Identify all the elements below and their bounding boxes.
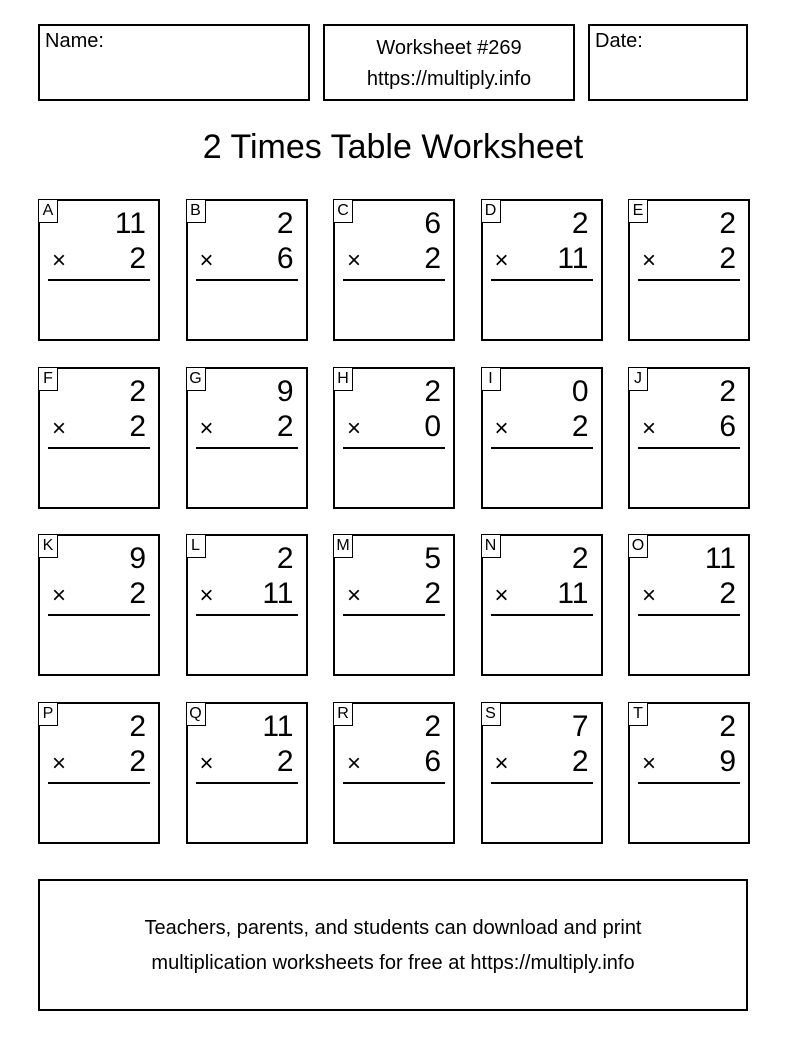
answer-line: [196, 614, 298, 616]
bottom-factor: 6: [719, 409, 736, 443]
top-factor: 2: [719, 709, 736, 743]
problem-letter: K: [38, 534, 58, 558]
top-factor: 2: [276, 542, 294, 575]
bottom-factor: 0: [424, 409, 441, 443]
top-factor: 2: [129, 374, 146, 408]
answer-line: [48, 279, 150, 281]
problem-letter: R: [333, 702, 353, 726]
problem-card[interactable]: [481, 199, 603, 341]
problem-card[interactable]: [186, 367, 308, 509]
multiply-sign: ×: [642, 582, 657, 609]
problem-letter: I: [481, 367, 501, 391]
bottom-factor: 2: [571, 744, 589, 778]
problem-card[interactable]: [38, 199, 160, 341]
answer-line: [638, 614, 740, 616]
top-factor: 7: [571, 709, 589, 743]
problem-letter: Q: [186, 702, 206, 726]
multiply-sign: ×: [199, 247, 214, 274]
problem-letter: H: [333, 367, 353, 391]
answer-line: [343, 279, 445, 281]
problem-card[interactable]: [333, 199, 455, 341]
problem-letter: T: [628, 702, 648, 726]
multiply-sign: ×: [199, 749, 214, 777]
problem-card[interactable]: [628, 702, 750, 844]
answer-line: [196, 279, 298, 281]
problem-letter: F: [38, 367, 58, 391]
answer-line: [491, 614, 593, 616]
answer-line: [48, 447, 150, 449]
multiply-sign: ×: [494, 749, 509, 777]
top-factor: 2: [719, 207, 736, 240]
multiply-sign: ×: [199, 414, 214, 442]
bottom-factor: 2: [129, 242, 146, 275]
multiply-sign: ×: [52, 414, 67, 442]
problem-card[interactable]: [38, 702, 160, 844]
problem-letter: S: [481, 702, 501, 726]
bottom-factor: 2: [129, 577, 146, 610]
date-label: Date:: [595, 30, 643, 52]
problem-letter: D: [481, 199, 501, 223]
answer-line: [343, 614, 445, 616]
page-title: 2 Times Table Worksheet: [202, 128, 584, 166]
multiply-sign: ×: [52, 582, 67, 609]
date-field[interactable]: [588, 24, 748, 101]
multiply-sign: ×: [199, 582, 214, 609]
multiply-sign: ×: [642, 414, 657, 442]
problem-letter: L: [186, 534, 206, 558]
top-factor: 11: [704, 542, 736, 575]
problem-card[interactable]: [186, 702, 308, 844]
problem-card[interactable]: [628, 367, 750, 509]
bottom-factor: 9: [719, 744, 736, 778]
bottom-factor: 2: [719, 242, 736, 275]
footer-box: [38, 879, 748, 1011]
answer-line: [638, 782, 740, 784]
multiply-sign: ×: [494, 247, 509, 274]
name-field[interactable]: [38, 24, 310, 101]
multiply-sign: ×: [642, 749, 657, 777]
problem-letter: B: [186, 199, 206, 223]
top-factor: 2: [719, 374, 736, 408]
top-factor: 11: [262, 709, 294, 743]
problem-letter: M: [333, 534, 353, 558]
bottom-factor: 2: [276, 744, 294, 778]
top-factor: 2: [424, 374, 441, 408]
bottom-factor: 2: [276, 409, 294, 443]
worksheet-info-box: [323, 24, 575, 101]
bottom-factor: 2: [129, 409, 146, 443]
problem-letter: A: [38, 199, 58, 223]
multiply-sign: ×: [347, 247, 362, 274]
problem-card[interactable]: [481, 534, 603, 676]
bottom-factor: 2: [424, 242, 441, 275]
bottom-factor: 11: [262, 577, 294, 610]
top-factor: 2: [276, 207, 294, 240]
answer-line: [491, 447, 593, 449]
answer-line: [638, 279, 740, 281]
problem-card[interactable]: [186, 199, 308, 341]
worksheet-number: Worksheet #269: [376, 37, 522, 59]
answer-line: [48, 614, 150, 616]
multiply-sign: ×: [347, 749, 362, 777]
problem-card[interactable]: [333, 367, 455, 509]
bottom-factor: 11: [557, 577, 589, 610]
bottom-factor: 2: [129, 744, 146, 778]
problem-card[interactable]: [38, 367, 160, 509]
problem-letter: C: [333, 199, 353, 223]
top-factor: 2: [424, 709, 441, 743]
top-factor: 2: [571, 207, 589, 240]
footer-text-line-1: Teachers, parents, and students can download and print: [144, 917, 642, 939]
problem-letter: P: [38, 702, 58, 726]
answer-line: [196, 447, 298, 449]
top-factor: 2: [129, 709, 146, 743]
problem-card[interactable]: [628, 534, 750, 676]
answer-line: [48, 782, 150, 784]
problem-card[interactable]: [186, 534, 308, 676]
problem-card[interactable]: [481, 367, 603, 509]
problem-grid: [38, 199, 750, 844]
multiply-sign: ×: [494, 582, 509, 609]
multiply-sign: ×: [347, 582, 362, 609]
footer-text-line-2: multiplication worksheets for free at https://multiply.info: [151, 952, 635, 974]
multiply-sign: ×: [52, 749, 67, 777]
multiply-sign: ×: [494, 414, 509, 442]
multiply-sign: ×: [642, 247, 657, 274]
problem-letter: G: [186, 367, 206, 391]
answer-line: [196, 782, 298, 784]
problem-letter: J: [628, 367, 648, 391]
answer-line: [638, 447, 740, 449]
problem-card[interactable]: [38, 534, 160, 676]
top-factor: 9: [129, 542, 146, 575]
multiply-sign: ×: [52, 247, 67, 274]
answer-line: [343, 782, 445, 784]
bottom-factor: 11: [557, 242, 589, 275]
bottom-factor: 6: [424, 744, 441, 778]
worksheet-url: https://multiply.info: [366, 68, 532, 90]
bottom-factor: 2: [424, 577, 441, 610]
name-label: Name:: [45, 30, 104, 52]
bottom-factor: 2: [719, 577, 736, 610]
bottom-factor: 6: [276, 242, 294, 275]
top-factor: 11: [114, 207, 146, 240]
answer-line: [343, 447, 445, 449]
answer-line: [491, 782, 593, 784]
top-factor: 9: [276, 374, 294, 408]
problem-card[interactable]: [628, 199, 750, 341]
problem-letter: E: [628, 199, 648, 223]
problem-card[interactable]: [333, 702, 455, 844]
answer-line: [491, 279, 593, 281]
top-factor: 0: [571, 374, 589, 408]
problem-letter: O: [628, 534, 648, 558]
multiply-sign: ×: [347, 414, 362, 442]
top-factor: 2: [571, 542, 589, 575]
bottom-factor: 2: [571, 409, 589, 443]
problem-letter: N: [481, 534, 501, 558]
top-factor: 6: [424, 207, 441, 240]
top-factor: 5: [424, 542, 441, 575]
problem-card[interactable]: [481, 702, 603, 844]
problem-card[interactable]: [333, 534, 455, 676]
